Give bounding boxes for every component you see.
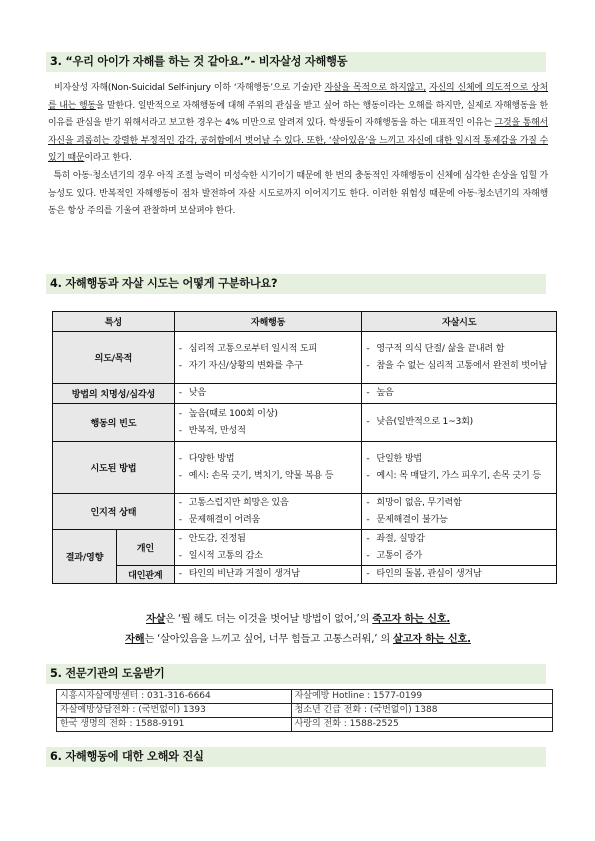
p1-underline-3: 그것을 통해서 자신을 괴롭히는 강렬한 부정적인 감각, 공허함에서 벗어날 수 있다. 또한, ‘살아있음’을 느끼고 자신에 대한 일시적 통제감을 가질 수 있기 때문 bbox=[48, 118, 548, 164]
header-self-harm: 자해행동 bbox=[174, 312, 362, 332]
self-harm-cell bbox=[174, 494, 362, 530]
list-item: - 높음(때로 100회 이상) bbox=[179, 406, 358, 423]
list-item: - 희망이 없음, 무기력함 bbox=[366, 495, 552, 512]
row-label: 인지적 상태 bbox=[53, 494, 175, 530]
contact-cell: 청소년 긴급 전화 : (국번없이) 1388 bbox=[291, 704, 552, 718]
suicide-cell bbox=[362, 384, 557, 404]
self-harm-cell bbox=[174, 384, 362, 404]
self-harm-cell bbox=[174, 332, 362, 384]
p1-underline-1: 자살을 목적으로 하지않고, bbox=[324, 83, 427, 93]
list-item: - 문제해결이 어려움 bbox=[179, 512, 358, 529]
summary-suicide-keyword: 자살 bbox=[145, 614, 166, 625]
list-item: - 안도감, 진정됨 bbox=[179, 531, 358, 548]
list-item: - 낮음 bbox=[179, 385, 358, 402]
list-item: - 참을 수 없는 심리적 고통에서 완전히 벗어남 bbox=[366, 358, 552, 375]
suicide-cell bbox=[362, 566, 557, 584]
suicide-cell bbox=[362, 332, 557, 384]
list-item: - 심리적 고통으로부터 일시적 도피 bbox=[179, 341, 358, 358]
list-item: - 예시: 목 매달기, 가스 피우기, 손목 긋기 등 bbox=[366, 468, 552, 485]
section-3-body bbox=[48, 80, 548, 221]
self-harm-cell bbox=[174, 530, 362, 566]
section-3-paragraph-2 bbox=[48, 168, 548, 221]
table-row bbox=[57, 690, 553, 704]
section-3-heading: 3. “우리 아이가 자해를 하는 것 같아요.”- 비자살성 자해행동 bbox=[46, 52, 546, 72]
summary-suicide-signal: 죽고자 하는 신호. bbox=[372, 614, 451, 625]
summary-self-harm-quote: 는 ‘살아있음을 느끼고 싶어, 너무 힘들고 고통스러워,’ 의 bbox=[144, 634, 393, 645]
summary-suicide-quote: 은 ‘뭘 해도 더는 이것을 벗어날 방법이 없어,’의 bbox=[165, 614, 373, 625]
list-item: - 좌절, 실망감 bbox=[366, 531, 552, 548]
list-item: - 고통스럽지만 희망은 있음 bbox=[179, 495, 358, 512]
table-header-row bbox=[53, 312, 557, 332]
row-label: 행동의 빈도 bbox=[53, 404, 175, 442]
list-item: - 높음 bbox=[366, 385, 552, 402]
section-4-heading: 4. 자해행동과 자살 시도는 어떻게 구분하나요? bbox=[46, 274, 546, 294]
contact-cell: 자살예방 Hotline : 1577-0199 bbox=[291, 690, 552, 704]
table-row bbox=[53, 530, 557, 566]
suicide-cell bbox=[362, 494, 557, 530]
contacts-table bbox=[56, 689, 553, 732]
self-harm-cell bbox=[174, 404, 362, 442]
suicide-cell bbox=[362, 442, 557, 494]
table-row bbox=[53, 494, 557, 530]
contact-cell: 사랑의 전화 : 1588-2525 bbox=[291, 718, 552, 732]
summary-self-harm-keyword: 자해 bbox=[125, 634, 145, 645]
row-label: 개인 bbox=[116, 530, 174, 566]
p1-text-c: 이라고 한다. bbox=[84, 153, 132, 164]
p1-text-b: 을 말한다. 일반적으로 자해행동에 대해 주위의 관심을 받고 싶어 하는 행동이라는 오해를 하지만, 실제로 자해행동을 한 이유를 관심을 받기 위해서라고 보고한 경우는 4% 미만으로 알려져 있다. 학생들이 자해행동을 하는 대표적인 이유는 bbox=[48, 100, 548, 129]
row-label: 방법의 치명성/심각성 bbox=[53, 384, 175, 404]
self-harm-cell bbox=[174, 442, 362, 494]
result-group-label: 결과/영향 bbox=[53, 530, 117, 584]
list-item: - 문제해결이 불가능 bbox=[366, 512, 552, 529]
list-item: - 타인의 돌봄, 관심이 생겨남 bbox=[366, 566, 552, 583]
contact-cell: 한국 생명의 전화 : 1588-9191 bbox=[57, 718, 292, 732]
list-item: - 고통이 증가 bbox=[366, 548, 552, 565]
list-item: - 낮음(일반적으로 1~3회) bbox=[366, 414, 552, 431]
table-row bbox=[53, 384, 557, 404]
table-row bbox=[53, 566, 557, 584]
contact-cell: 자살예방상담전화 : (국번없이) 1393 bbox=[57, 704, 292, 718]
row-label: 시도된 방법 bbox=[53, 442, 175, 494]
section-5-heading: 5. 전문기관의 도움받기 bbox=[46, 664, 546, 684]
list-item: - 예시: 손목 긋기, 벽치기, 약물 복용 등 bbox=[179, 468, 358, 485]
list-item: - 자기 자신/상황의 변화를 추구 bbox=[179, 358, 358, 375]
list-item: - 단일한 방법 bbox=[366, 451, 552, 468]
list-item: - 타인의 비난과 거절이 생겨남 bbox=[179, 566, 358, 583]
row-label: 대인관계 bbox=[116, 566, 174, 584]
summary-line-suicide bbox=[48, 610, 548, 625]
table-row bbox=[53, 332, 557, 384]
summary-self-harm-signal: 살고자 하는 신호. bbox=[393, 634, 471, 645]
p2-text: 특히 아동·청소년기의 경우 아직 조절 능력이 미성숙한 시기이기 때문에 한 번의 충동적인 자해행동이 신체에 심각한 손상을 입힐 가능성도 있다. 반복적인 자해행동이 점차 발전하여 자살 시도로까지 이어지기도 한다. 이러한 위험성 때문에 아동·청소년기의 자해행동은 항상 주의를 기울여 관찰하며 보살펴야 한다. bbox=[48, 170, 548, 217]
row-label: 의도/목적 bbox=[53, 332, 175, 384]
summary-line-self-harm bbox=[48, 630, 548, 645]
table-row bbox=[57, 704, 553, 718]
comparison-table bbox=[52, 311, 557, 584]
suicide-cell bbox=[362, 530, 557, 566]
section-3-paragraph-1 bbox=[48, 80, 548, 168]
table-row bbox=[53, 442, 557, 494]
table-row bbox=[53, 404, 557, 442]
list-item: - 일시적 고통의 감소 bbox=[179, 548, 358, 565]
header-suicide-attempt: 자살시도 bbox=[362, 312, 557, 332]
header-trait: 특성 bbox=[53, 312, 175, 332]
p1-underline-2: 자신의 신체에 의도적으로 상처를 내는 행동 bbox=[48, 83, 549, 111]
list-item: - 반복적, 만성적 bbox=[179, 423, 358, 440]
suicide-cell bbox=[362, 404, 557, 442]
table-row bbox=[57, 718, 553, 732]
list-item: - 다양한 방법 bbox=[179, 451, 358, 468]
self-harm-cell bbox=[174, 566, 362, 584]
list-item: - 영구적 의식 단절/ 삶을 끝내려 함 bbox=[366, 341, 552, 358]
section-6-heading: 6. 자해행동에 대한 오해와 진실 bbox=[46, 747, 546, 767]
p1-text-a: 비자살성 자해(Non-Suicidal Self-injury 이하 ‘자해행동’으로 기술)란 bbox=[54, 83, 325, 93]
contact-cell: 시흥시자살예방센터 : 031-316-6664 bbox=[57, 690, 292, 704]
